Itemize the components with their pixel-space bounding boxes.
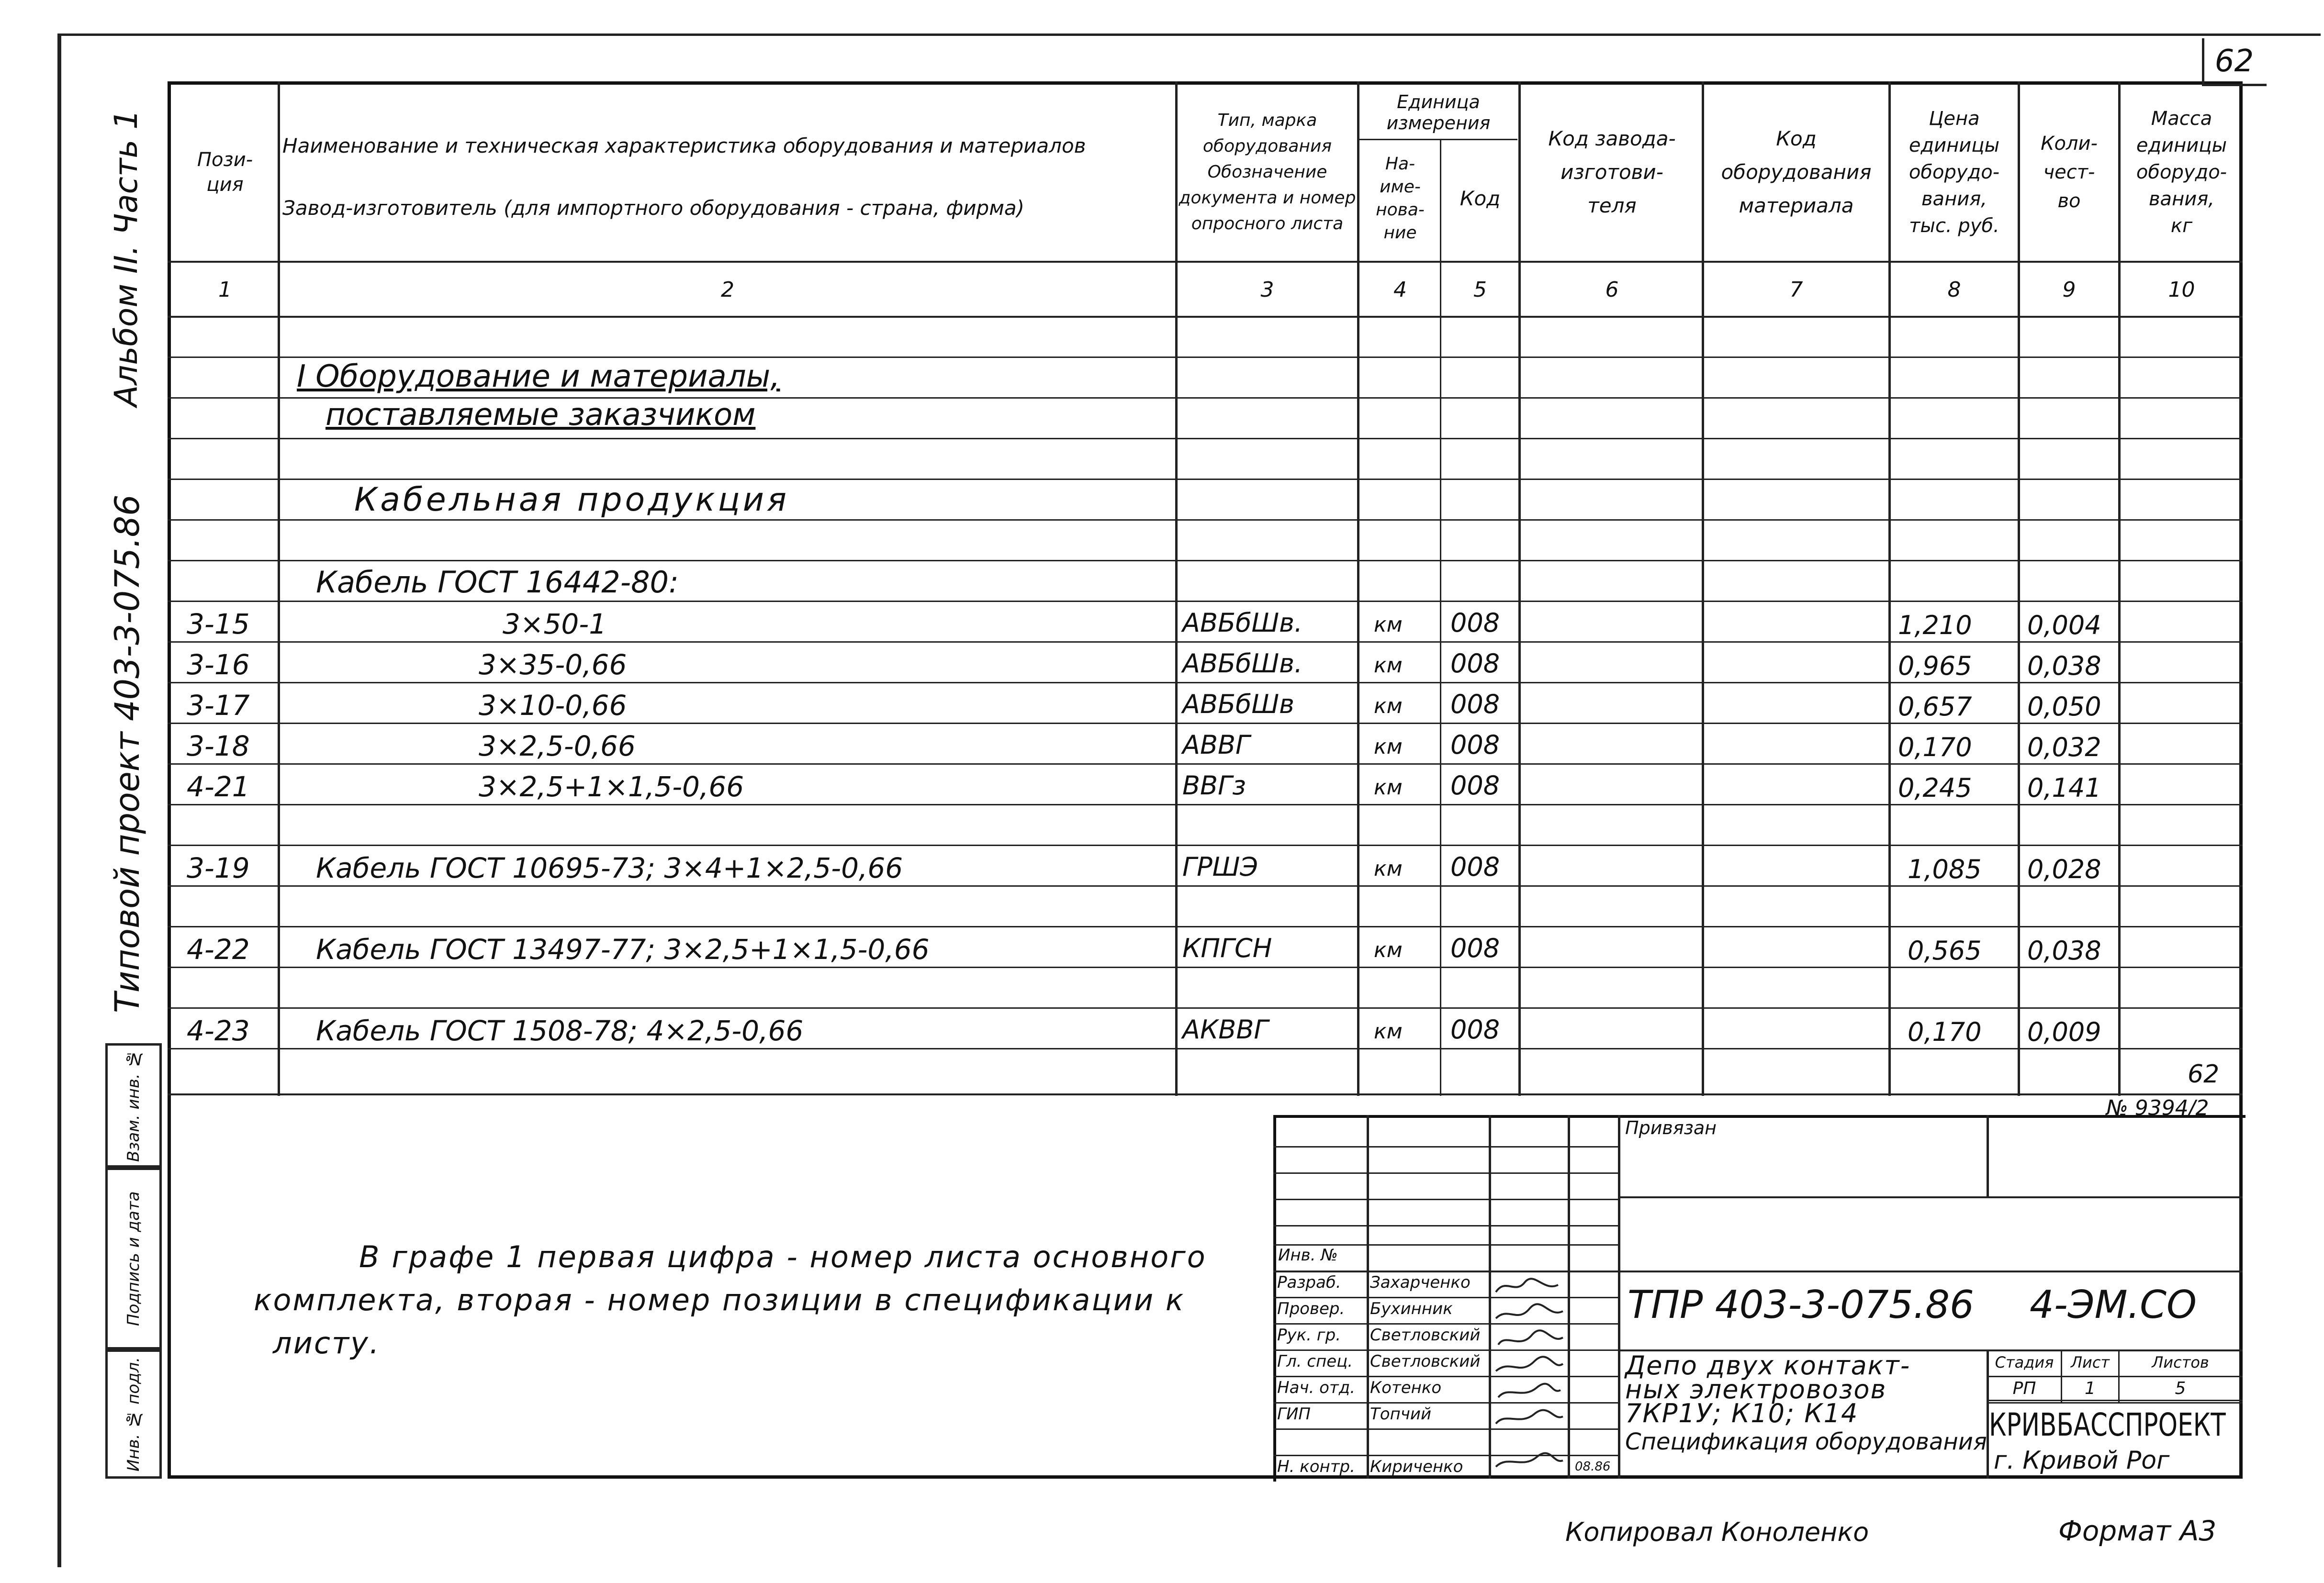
organization-name: КРИВБАССПРОЕКТ (1989, 1406, 2226, 1443)
sheets-value: 5 (2175, 1378, 2186, 1398)
role-label: Нач. отд. (1277, 1378, 1356, 1397)
side-stamp-box-3 (105, 1349, 162, 1479)
row-quantity: 0,032 (2027, 732, 2101, 762)
colnum-8: 8 (1947, 277, 1961, 302)
header-type: Тип, марка оборудования Обозначение документа и номер опросного листа (1179, 111, 1356, 234)
row-position: 3-17 (187, 689, 250, 722)
side-project-title: Типовой проект 403-3-075.86 (108, 494, 147, 1013)
row-quantity: 0,038 (2027, 651, 2101, 681)
doc-code: ТПР 403-3-075.86 (1628, 1282, 1974, 1327)
object-line1: Депо двух контакт- (1625, 1350, 1911, 1381)
header-unit-price: Цена единицы оборудо- вания, тыс. руб. (1909, 108, 2000, 237)
row-price: 0,245 (1898, 773, 1972, 803)
side-stamp-box-1 (105, 1043, 162, 1168)
row-unit: км (1374, 938, 1403, 962)
footer-copied: Копировал Коноленко (1565, 1517, 1869, 1547)
colnum-6: 6 (1605, 277, 1619, 302)
row-code: 008 (1450, 1014, 1500, 1045)
object-line2: ных электровозов (1625, 1374, 1887, 1405)
row-type: КПГСН (1182, 933, 1272, 963)
role-label: Рук. гр. (1277, 1326, 1341, 1345)
row-unit: км (1374, 735, 1403, 759)
note-line3: листу. (273, 1326, 381, 1360)
header-quantity: Коли- чест- во (2041, 133, 2098, 212)
row-name: 3×50-1 (503, 608, 607, 640)
side-stamp-1: Взам. инв. № (124, 1049, 143, 1162)
row-price: 1,210 (1898, 610, 1972, 640)
colnum-4: 4 (1393, 277, 1407, 302)
row-price: 0,565 (1908, 936, 1982, 966)
sheet-label: Лист (2070, 1353, 2110, 1371)
footer-format: Формат А3 (2058, 1515, 2217, 1547)
header-unit: Единица измерения (1386, 91, 1491, 134)
page-mark: 62 (2188, 1060, 2220, 1089)
signer-name: Бухинник (1370, 1299, 1453, 1318)
header-name: Наименование и техническая характеристика оборудования и материалов Завод-изготовитель (для импортного оборудования - страна, фирма) (282, 134, 1086, 220)
role-label: Н. контр. (1277, 1457, 1355, 1476)
row-quantity: 0,038 (2027, 936, 2101, 966)
row-unit: км (1374, 857, 1403, 881)
colnum-1: 1 (218, 277, 232, 302)
organization-city: г. Кривой Рог (1994, 1446, 2170, 1475)
row-price: 0,657 (1898, 691, 1972, 722)
row-name: Кабель ГОСТ 1508-78; 4×2,5-0,66 (316, 1014, 804, 1047)
note-line1: В графе 1 первая цифра - номер листа основного (359, 1239, 1207, 1274)
row-price: 0,965 (1898, 651, 1972, 681)
stage-label: Стадия (1995, 1353, 2054, 1371)
signer-name: Котенко (1370, 1378, 1442, 1397)
row-code: 008 (1450, 608, 1500, 638)
role-label: ГИП (1277, 1405, 1311, 1424)
row-unit: км (1374, 775, 1403, 800)
row-position: 3-19 (187, 852, 250, 884)
sheet-title: Спецификация оборудования (1625, 1428, 1987, 1455)
colnum-5: 5 (1473, 277, 1487, 302)
colnum-9: 9 (2062, 277, 2076, 302)
side-stamp-2: Подпись и дата (124, 1191, 143, 1326)
role-label: Провер. (1277, 1299, 1345, 1318)
object-line3: 7КР1У; К10; К14 (1625, 1398, 1859, 1428)
row-quantity: 0,050 (2027, 691, 2101, 722)
row-name: 3×10-0,66 (479, 689, 627, 722)
row-position: 3-16 (187, 648, 250, 681)
sheet-value: 1 (2085, 1378, 2096, 1398)
stage-value: РП (2012, 1378, 2036, 1398)
inv-label: Инв. № (1278, 1246, 1338, 1265)
row-unit: км (1374, 653, 1403, 678)
note-line2: комплекта, вторая - номер позиции в спецификации к (254, 1282, 1185, 1317)
signer-name: Светловский (1370, 1326, 1481, 1345)
privyazan-label: Привязан (1625, 1117, 1717, 1138)
row-name: 3×35-0,66 (479, 648, 627, 681)
row-price: 1,085 (1908, 854, 1982, 884)
row-type: АВВГ (1182, 730, 1250, 760)
row-quantity: 0,009 (2027, 1017, 2101, 1047)
colnum-3: 3 (1260, 277, 1274, 302)
header-unit-mass: Масса единицы оборудо- вания, кг (2136, 108, 2227, 237)
row-price: 0,170 (1908, 1017, 1982, 1047)
row-code: 008 (1450, 730, 1500, 760)
side-stamp-3: Инв. № подл. (124, 1357, 143, 1472)
group-title: Кабель ГОСТ 16442-80: (316, 565, 679, 600)
section-title-line1: I Оборудование и материалы, (297, 359, 780, 394)
row-position: 4-23 (187, 1014, 250, 1047)
row-type: АВБбШв. (1182, 648, 1303, 679)
row-position: 3-15 (187, 608, 250, 640)
row-name: 3×2,5-0,66 (479, 730, 636, 762)
row-code: 008 (1450, 852, 1500, 882)
role-label: Разраб. (1277, 1273, 1341, 1292)
signer-name: Кириченко (1370, 1457, 1463, 1476)
row-type: ВВГз (1182, 770, 1246, 801)
section-title-line2: поставляемые заказчиком (326, 397, 756, 433)
side-album-title: Альбом II. Часть 1 (108, 109, 145, 407)
row-unit: км (1374, 694, 1403, 718)
header-plant-code: Код завода- изготови- теля (1548, 127, 1676, 217)
colnum-7: 7 (1789, 277, 1803, 302)
row-name: 3×2,5+1×1,5-0,66 (479, 770, 744, 803)
row-quantity: 0,004 (2027, 610, 2101, 640)
archive-number: № 9394/2 (2106, 1096, 2209, 1120)
row-name: Кабель ГОСТ 10695-73; 3×4+1×2,5-0,66 (316, 852, 903, 884)
row-unit: км (1374, 1019, 1403, 1044)
header-position: Пози- ция (197, 149, 253, 196)
row-type: АВБбШв (1182, 689, 1294, 719)
subsection-title: Кабельная продукция (354, 481, 789, 519)
row-price: 0,170 (1898, 732, 1972, 762)
header-equipment-code: Код оборудования материала (1721, 127, 1872, 217)
header-unit-name: На- име- нова- ние (1376, 154, 1425, 243)
row-code: 008 (1450, 689, 1500, 719)
colnum-2: 2 (721, 277, 734, 302)
side-stamp-box-2 (105, 1168, 162, 1349)
signer-name: Светловский (1370, 1352, 1481, 1371)
doc-mark: 4-ЭМ.СО (2030, 1282, 2197, 1327)
header-unit-code: Код (1460, 187, 1501, 210)
signatures (1491, 1273, 1568, 1479)
row-code: 008 (1450, 933, 1500, 963)
row-type: АКВВГ (1182, 1014, 1269, 1045)
row-type: АВБбШв. (1182, 608, 1303, 638)
row-position: 4-21 (187, 770, 250, 803)
sheet-number: 62 (2214, 43, 2254, 79)
row-position: 4-22 (187, 933, 250, 966)
row-unit: км (1374, 613, 1403, 637)
sign-date: 08.86 (1575, 1460, 1611, 1474)
signer-name: Топчий (1370, 1405, 1432, 1424)
row-quantity: 0,141 (2027, 773, 2101, 803)
row-quantity: 0,028 (2027, 854, 2101, 884)
role-label: Гл. спец. (1277, 1352, 1353, 1371)
row-code: 008 (1450, 770, 1500, 801)
row-type: ГРШЭ (1182, 852, 1258, 882)
signer-name: Захарченко (1370, 1273, 1471, 1292)
row-name: Кабель ГОСТ 13497-77; 3×2,5+1×1,5-0,66 (316, 933, 930, 966)
row-position: 3-18 (187, 730, 250, 762)
colnum-10: 10 (2168, 277, 2195, 302)
sheets-label: Листов (2152, 1353, 2209, 1371)
row-code: 008 (1450, 648, 1500, 679)
